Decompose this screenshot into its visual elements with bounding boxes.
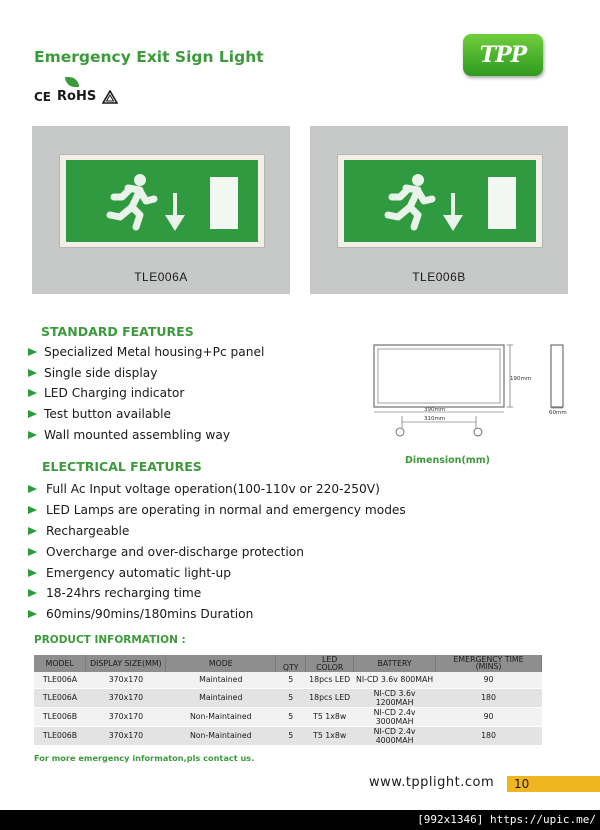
- arrow-icon: [28, 367, 40, 379]
- table-cell: 5: [276, 726, 306, 745]
- table-cell: 5: [276, 688, 306, 707]
- electrical-features-heading: ELECTRICAL FEATURES: [42, 459, 202, 474]
- list-item: LED Lamps are operating in normal and emergency modes: [28, 500, 406, 521]
- table-cell: 370x170: [86, 707, 166, 726]
- arrow-icon: [28, 408, 40, 420]
- image-host-watermark: [992x1346] https://upic.me/: [417, 813, 596, 826]
- table-row: [34, 707, 542, 726]
- table-cell: 18pcs LED: [306, 688, 354, 707]
- brand-logo: TPP: [463, 34, 543, 76]
- table-cell: 90: [436, 707, 542, 726]
- ce-mark: CE: [34, 90, 52, 104]
- arrow-icon: [28, 346, 40, 358]
- table-cell: 90: [436, 672, 542, 688]
- list-item: Test button available: [28, 404, 264, 425]
- arrow-icon: [28, 587, 40, 599]
- table-cell: NI-CD 2.4v 4000MAH: [354, 726, 436, 745]
- table-cell: NI-CD 3.6v 1200MAH: [354, 688, 436, 707]
- mount-label: 310mm: [424, 416, 446, 422]
- certification-marks: [34, 78, 118, 104]
- table-cell: Non-Maintained: [166, 726, 276, 745]
- list-item: Emergency automatic light-up: [28, 562, 406, 583]
- table-cell: 180: [436, 726, 542, 745]
- table-cell: Non-Maintained: [166, 707, 276, 726]
- electrical-features-list: [28, 479, 406, 625]
- dimension-drawing: [368, 340, 578, 450]
- column-header: BATTERY: [354, 655, 436, 672]
- height-label: 190mm: [510, 376, 532, 382]
- list-item: Wall mounted assembling way: [28, 424, 264, 445]
- saa-triangle-icon: [102, 90, 118, 104]
- depth-label: 60mm: [549, 410, 567, 416]
- table-cell: TLE006B: [34, 726, 86, 745]
- width-label: 390mm: [424, 407, 446, 413]
- table-cell: Maintained: [166, 672, 276, 688]
- contact-note: For more emergency informaton,pls contact us.: [34, 753, 255, 763]
- list-item: Overcharge and over-discharge protection: [28, 541, 406, 562]
- table-cell: 180: [436, 688, 542, 707]
- page-title: Emergency Exit Sign Light: [34, 48, 264, 66]
- list-item: 60mins/90mins/180mins Duration: [28, 604, 406, 625]
- table-cell: 5: [276, 707, 306, 726]
- table-cell: NI-CD 2.4v 3000MAH: [354, 707, 436, 726]
- arrow-icon: [28, 387, 40, 399]
- table-cell: NI-CD 3.6v 800MAH: [354, 672, 436, 688]
- exit-sign: [337, 154, 543, 248]
- column-header: EMERGENCY TIME (MINS): [436, 655, 542, 672]
- table-cell: T5 1x8w: [306, 726, 354, 745]
- product-image-tle006a: [32, 126, 290, 294]
- list-item: Single side display: [28, 363, 264, 384]
- list-item: Full Ac Input voltage operation(100-110v or 220-250V): [28, 479, 406, 500]
- exit-sign: [59, 154, 265, 248]
- arrow-icon: [28, 608, 40, 620]
- column-header: MODE: [166, 655, 276, 672]
- list-item: Rechargeable: [28, 521, 406, 542]
- arrow-icon: [28, 525, 40, 537]
- table-cell: TLE006B: [34, 707, 86, 726]
- running-man-arrow-icon: [60, 155, 266, 249]
- table-row: [34, 688, 542, 707]
- website-link[interactable]: www.tpplight.com: [369, 775, 495, 790]
- list-item: LED Charging indicator: [28, 383, 264, 404]
- arrow-icon: [28, 546, 40, 558]
- table-cell: T5 1x8w: [306, 707, 354, 726]
- list-item: Specialized Metal housing+Pc panel: [28, 342, 264, 363]
- arrow-icon: [28, 567, 40, 579]
- table-row: [34, 672, 542, 688]
- column-header: DISPLAY SIZE(MM): [86, 655, 166, 672]
- table-cell: TLE006A: [34, 688, 86, 707]
- table-header-row: [34, 655, 542, 672]
- arrow-icon: [28, 429, 40, 441]
- running-man-arrow-icon: [338, 155, 544, 249]
- leaf-icon: [65, 77, 79, 87]
- rohs-mark: RoHS: [57, 89, 96, 104]
- table-cell: 18pcs LED: [306, 672, 354, 688]
- product-image-tle006b: [310, 126, 568, 294]
- product-information-heading: PRODUCT INFORMATION :: [34, 634, 186, 646]
- standard-features-list: [28, 342, 264, 445]
- column-header: LED COLOR: [306, 655, 354, 672]
- product-label: TLE006B: [412, 270, 466, 284]
- table-cell: 370x170: [86, 688, 166, 707]
- table-cell: 370x170: [86, 726, 166, 745]
- standard-features-heading: STANDARD FEATURES: [41, 324, 194, 339]
- table-cell: TLE006A: [34, 672, 86, 688]
- list-item: 18-24hrs recharging time: [28, 583, 406, 604]
- column-header: QTY: [276, 655, 306, 672]
- product-information-table: [34, 655, 542, 746]
- arrow-icon: [28, 483, 40, 495]
- page-number: 10: [507, 776, 600, 792]
- dimension-caption: Dimension(mm): [405, 455, 490, 466]
- table-cell: 5: [276, 672, 306, 688]
- table-row: [34, 726, 542, 745]
- table-cell: 370x170: [86, 672, 166, 688]
- column-header: MODEL: [34, 655, 86, 672]
- arrow-icon: [28, 504, 40, 516]
- product-label: TLE006A: [134, 270, 188, 284]
- table-cell: Maintained: [166, 688, 276, 707]
